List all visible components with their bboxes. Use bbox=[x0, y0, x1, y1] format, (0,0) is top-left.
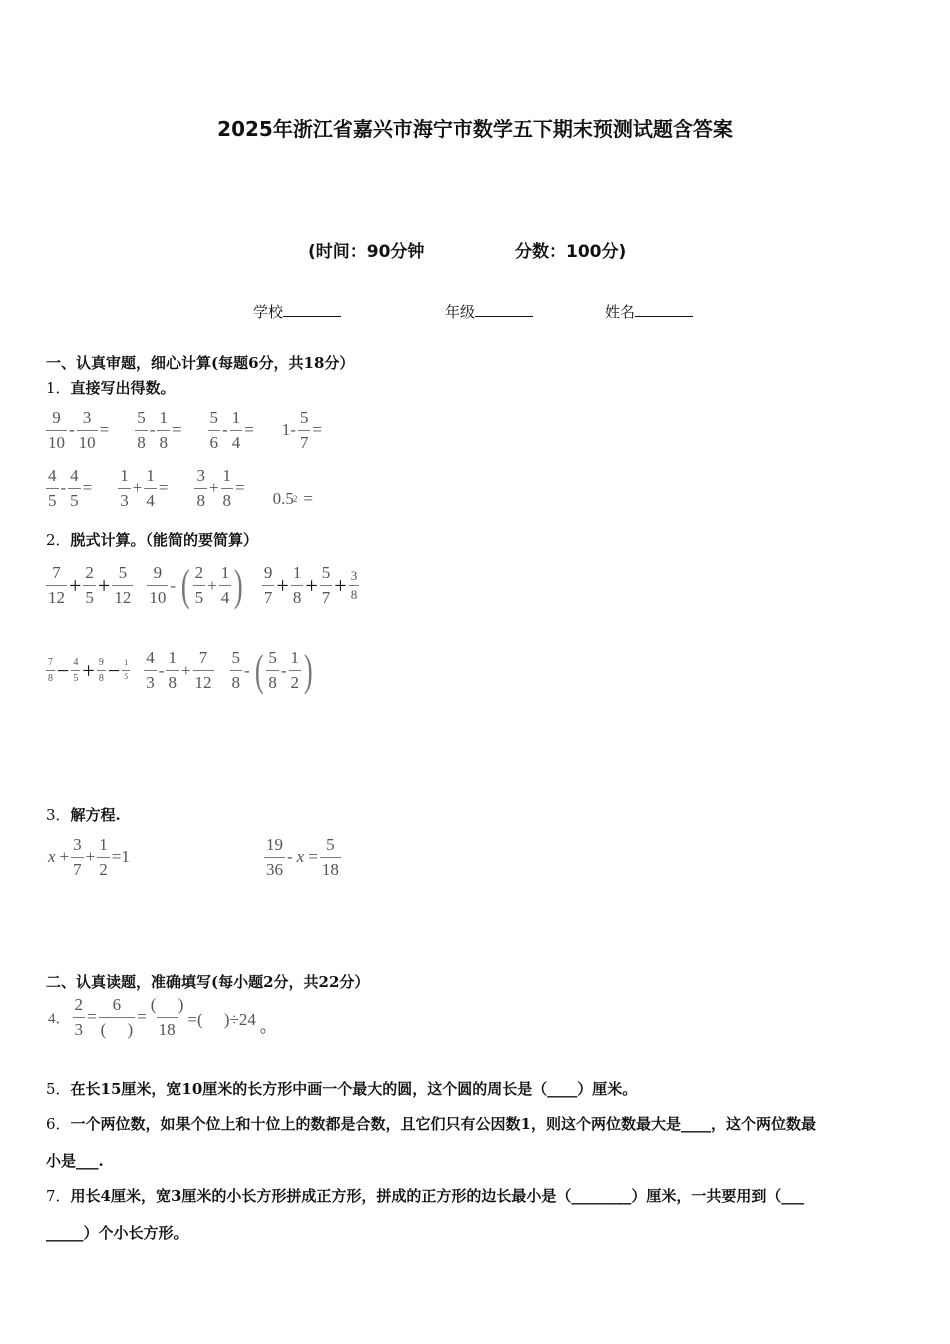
operator: - bbox=[222, 420, 228, 440]
q1-item bbox=[46, 466, 94, 510]
answer-blank[interactable]: ( ) bbox=[150, 995, 184, 1014]
fraction: $\frac{2}{5}$ bbox=[85, 563, 94, 607]
fraction: $\frac{6}{( )}$ bbox=[100, 995, 134, 1039]
operator: + bbox=[305, 572, 318, 598]
rhs: =1 bbox=[111, 847, 130, 867]
page-title: 2025年浙江省嘉兴市海宁市数学五下期末预测试题含答案 bbox=[217, 117, 733, 141]
fraction: $\frac{1}{4}$ bbox=[146, 466, 155, 510]
fraction: $\frac{5}{7}$ bbox=[299, 408, 309, 452]
q7 bbox=[46, 1185, 804, 1206]
q2-expr4 bbox=[46, 657, 130, 684]
q6-line2: 小是___. bbox=[46, 1152, 104, 1170]
q2-expr2 bbox=[147, 560, 246, 611]
grade-field bbox=[445, 301, 533, 322]
equals: = bbox=[303, 489, 313, 509]
q3-eq1 bbox=[46, 835, 132, 879]
equals: = bbox=[312, 420, 323, 440]
fraction: $\frac{4}{3}$ bbox=[146, 648, 155, 692]
fraction: $\frac{5}{18}$ bbox=[321, 835, 339, 879]
operand: 1- bbox=[281, 420, 296, 440]
variable-x: x bbox=[296, 847, 305, 867]
fraction: $\frac{4}{5}$ bbox=[73, 657, 79, 684]
q1-item bbox=[118, 466, 170, 510]
equals: = bbox=[137, 1007, 147, 1027]
q2-expr6 bbox=[230, 645, 316, 696]
fraction: $\frac{5}{8}$ bbox=[137, 408, 146, 452]
q1-power bbox=[271, 489, 315, 509]
q4 bbox=[46, 995, 279, 1039]
equals: = bbox=[308, 847, 318, 867]
operator: + bbox=[97, 572, 111, 598]
q5-text: 在长15厘米，宽10厘米的长方形中画一个最大的圆，这个圆的周长是（____）厘米。 bbox=[70, 1080, 638, 1098]
q1-prompt bbox=[46, 377, 176, 398]
operator: + bbox=[85, 847, 96, 867]
operator: - bbox=[69, 420, 75, 440]
operator: + bbox=[207, 575, 217, 595]
q3-text: 解方程. bbox=[70, 806, 121, 824]
q6-num: 6． bbox=[46, 1115, 71, 1133]
fraction: $\frac{5}{8}$ bbox=[231, 648, 241, 692]
q3-prompt bbox=[46, 804, 121, 825]
section1-heading: 一、认真审题，细心计算(每题6分，共18分） bbox=[46, 354, 355, 372]
power-exp: 2 bbox=[292, 494, 298, 505]
q2-num: 2． bbox=[46, 531, 71, 549]
q6 bbox=[46, 1113, 816, 1134]
q1-row2 bbox=[46, 466, 339, 510]
q1-item bbox=[208, 408, 256, 452]
name-field bbox=[605, 301, 693, 322]
score-label: 分数：100分) bbox=[515, 242, 627, 262]
operator: + bbox=[180, 660, 191, 680]
fraction: $\frac{4}{5}$ bbox=[48, 466, 57, 510]
fraction: $\frac{1}{8}$ bbox=[222, 466, 232, 510]
grade-blank[interactable] bbox=[475, 302, 533, 317]
answer-blank[interactable]: ( ) bbox=[99, 1017, 136, 1040]
operator: + bbox=[59, 847, 70, 867]
q5-num: 5． bbox=[46, 1080, 71, 1098]
fraction: $\frac{7}{12}$ bbox=[194, 648, 212, 692]
q6-line1: 一个两位数，如果个位上和十位上的数都是合数，且它们只有公因数1，则这个两位数最大是____，这个两位数最 bbox=[70, 1115, 816, 1133]
fraction: $\frac{2}{5}$ bbox=[194, 563, 204, 607]
operator: - bbox=[60, 478, 67, 498]
variable-x: x bbox=[48, 847, 56, 867]
right-paren: ) bbox=[234, 561, 243, 610]
q7-line1: 用长4厘米，宽3厘米的小长方形拼成正方形，拼成的正方形的边长最小是（________）厘米，一共要用到（___ bbox=[70, 1187, 804, 1205]
q6-cont bbox=[46, 1150, 104, 1171]
operator: - bbox=[158, 660, 165, 680]
fraction: $\frac{2}{3}$ bbox=[74, 995, 84, 1039]
q2-prompt bbox=[46, 529, 258, 550]
fraction: $\frac{( )}{18}$ bbox=[150, 995, 184, 1039]
fraction: $\frac{4}{5}$ bbox=[70, 466, 79, 510]
left-paren: ( bbox=[254, 646, 264, 695]
operator: + bbox=[208, 478, 219, 498]
equals: = bbox=[235, 478, 245, 498]
q7-cont bbox=[46, 1222, 189, 1243]
fraction: $\frac{1}{4}$ bbox=[231, 408, 241, 452]
q4-tail: =( )÷24 bbox=[187, 1009, 256, 1029]
fraction: $\frac{9}{7}$ bbox=[263, 563, 273, 607]
fraction: $\frac{1}{8}$ bbox=[168, 648, 177, 692]
right-paren: ) bbox=[303, 646, 313, 695]
section2-heading: 二、认真读题，准确填写(每小题2分，共22分） bbox=[46, 973, 370, 991]
operator: − bbox=[107, 657, 121, 683]
school-label: 学校 bbox=[253, 303, 284, 321]
operator: + bbox=[276, 572, 289, 598]
time-label: (时间：90分钟 bbox=[308, 242, 425, 262]
operator: - bbox=[287, 847, 293, 867]
q7-num: 7． bbox=[46, 1187, 71, 1205]
operator: - bbox=[149, 420, 156, 440]
fraction: $\frac{1}{8}$ bbox=[292, 563, 302, 607]
q1-item bbox=[280, 408, 324, 452]
operator: + bbox=[69, 572, 82, 598]
q2-expr5 bbox=[144, 648, 213, 692]
fraction: $\frac{1}{3}$ bbox=[120, 466, 129, 510]
q1-num: 1． bbox=[46, 379, 71, 397]
equals: = bbox=[158, 478, 169, 498]
fraction: $\frac{7}{12}$ bbox=[48, 563, 65, 607]
q7-line2: _____）个小长方形。 bbox=[46, 1224, 189, 1242]
q3-eq2 bbox=[264, 835, 341, 879]
fraction: $\frac{5}{7}$ bbox=[321, 563, 331, 607]
q5 bbox=[46, 1078, 637, 1099]
power-base: 0.5 bbox=[272, 489, 294, 509]
school-blank[interactable] bbox=[283, 302, 341, 317]
fraction: $\frac{3}{7}$ bbox=[73, 835, 82, 879]
fraction: $\frac{3}{8}$ bbox=[350, 567, 358, 602]
q2-text: 脱式计算。（能简的要简算） bbox=[70, 531, 259, 549]
operator: + bbox=[334, 572, 347, 598]
fraction: $\frac{9}{8}$ bbox=[98, 657, 104, 684]
equals: = bbox=[99, 420, 110, 440]
operator: - bbox=[280, 660, 287, 680]
fraction: $\frac{7}{8}$ bbox=[48, 657, 53, 684]
fraction: $\frac{1}{4}$ bbox=[220, 563, 230, 607]
fraction: $\frac{9}{10}$ bbox=[48, 408, 65, 452]
left-paren: ( bbox=[180, 561, 190, 610]
operator: - bbox=[170, 575, 177, 595]
fraction: $\frac{9}{10}$ bbox=[149, 563, 167, 607]
operator: - bbox=[244, 660, 250, 680]
operator: + bbox=[82, 657, 95, 683]
fraction: $\frac{1}{8}$ bbox=[159, 408, 168, 452]
q1-item bbox=[135, 408, 183, 452]
q2-expr3 bbox=[262, 563, 359, 607]
q1-item bbox=[46, 408, 111, 452]
fraction: $\frac{1}{2}$ bbox=[290, 648, 300, 692]
school-field bbox=[253, 301, 341, 322]
grade-label: 年级 bbox=[445, 303, 476, 321]
name-label: 姓名 bbox=[605, 303, 636, 321]
q2-row1 bbox=[46, 560, 383, 611]
q4-end: 。 bbox=[259, 1016, 277, 1036]
fraction: $\frac{1}{5}$ bbox=[124, 658, 129, 681]
q1-row1 bbox=[46, 408, 348, 452]
operator: + bbox=[132, 478, 143, 498]
q1-item bbox=[194, 466, 246, 510]
equals: = bbox=[82, 478, 93, 498]
equals: = bbox=[87, 1007, 97, 1027]
q4-num: 4． bbox=[48, 1010, 71, 1027]
fraction: $\frac{1}{2}$ bbox=[99, 835, 108, 879]
fraction: $\frac{3}{10}$ bbox=[78, 408, 96, 452]
fraction: $\frac{3}{8}$ bbox=[196, 466, 205, 510]
fraction: $\frac{5}{6}$ bbox=[209, 408, 219, 452]
fraction: $\frac{5}{8}$ bbox=[268, 648, 277, 692]
fraction: $\frac{19}{36}$ bbox=[266, 835, 283, 879]
q1-text: 直接写出得数。 bbox=[70, 379, 176, 397]
q2-expr1 bbox=[46, 563, 133, 607]
equals: = bbox=[244, 420, 254, 440]
q2-row2 bbox=[46, 645, 340, 696]
q3-num: 3． bbox=[46, 806, 71, 824]
equals: = bbox=[171, 420, 182, 440]
operator: − bbox=[57, 657, 70, 683]
name-blank[interactable] bbox=[635, 302, 693, 317]
fraction: $\frac{5}{12}$ bbox=[114, 563, 132, 607]
